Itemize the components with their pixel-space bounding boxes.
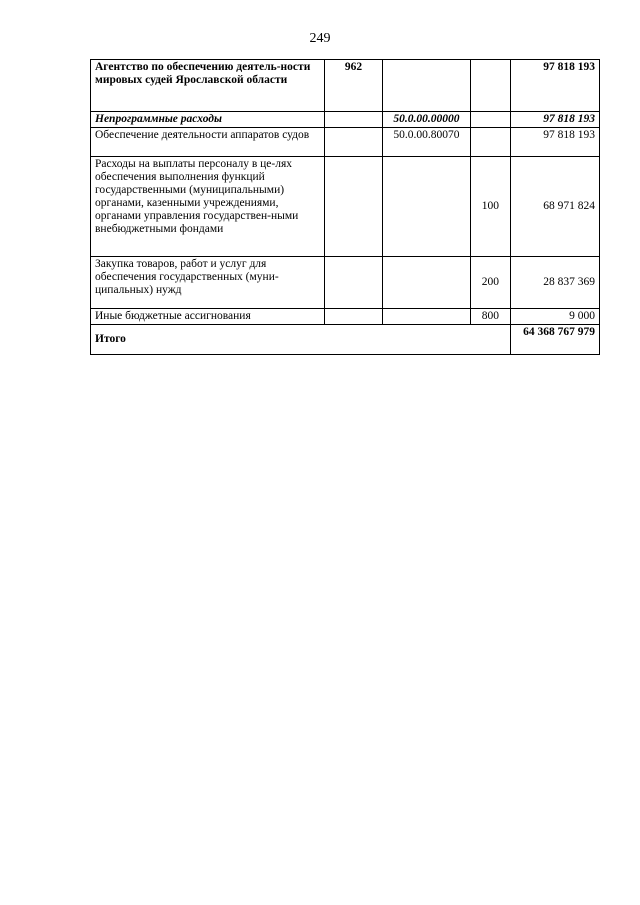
table-row-agency [91,60,600,112]
row-csr [382,60,470,112]
row-vr [471,128,510,157]
row-code: 962 [325,60,383,112]
table-row-total [91,325,600,355]
row-code [325,257,383,309]
row-sum: 9 000 [510,309,599,325]
table-row-nonprogram [91,112,600,128]
page-number: 249 [309,31,331,46]
row-name: Обеспечение деятельности аппаратов судов [91,128,325,157]
row-sum: 97 818 193 [510,112,599,128]
row-name: Закупка товаров, работ и услуг для обеспечения государственных (муни-ципальных) нужд [91,257,325,309]
row-code [325,112,383,128]
row-code [325,128,383,157]
budget-table [90,59,600,355]
row-vr [471,60,510,112]
table-row-courts [91,128,600,157]
total-sum: 64 368 767 979 [510,325,599,355]
row-vr [471,112,510,128]
row-csr [382,257,470,309]
row-sum: 28 837 369 [510,257,599,309]
total-label: Итого [91,325,511,355]
row-sum: 97 818 193 [510,60,599,112]
row-csr: 50.0.00.00000 [382,112,470,128]
row-csr [382,157,470,257]
table-row-other [91,309,600,325]
row-vr: 100 [471,157,510,257]
row-csr [382,309,470,325]
row-name: Непрограммные расходы [91,112,325,128]
row-sum: 97 818 193 [510,128,599,157]
row-code [325,157,383,257]
table-row-personnel [91,157,600,257]
row-vr: 800 [471,309,510,325]
row-vr: 200 [471,257,510,309]
row-name: Иные бюджетные ассигнования [91,309,325,325]
row-sum: 68 971 824 [510,157,599,257]
row-name: Агентство по обеспечению деятель-ности мировых судей Ярославской области [91,60,325,112]
row-code [325,309,383,325]
row-name: Расходы на выплаты персоналу в це-лях обеспечения выполнения функций государственными (муниципальными) органами, казенными учреждениями, органами управления государствен-ными внебюджетными фондами [91,157,325,257]
table-row-procurement [91,257,600,309]
row-csr: 50.0.00.80070 [382,128,470,157]
